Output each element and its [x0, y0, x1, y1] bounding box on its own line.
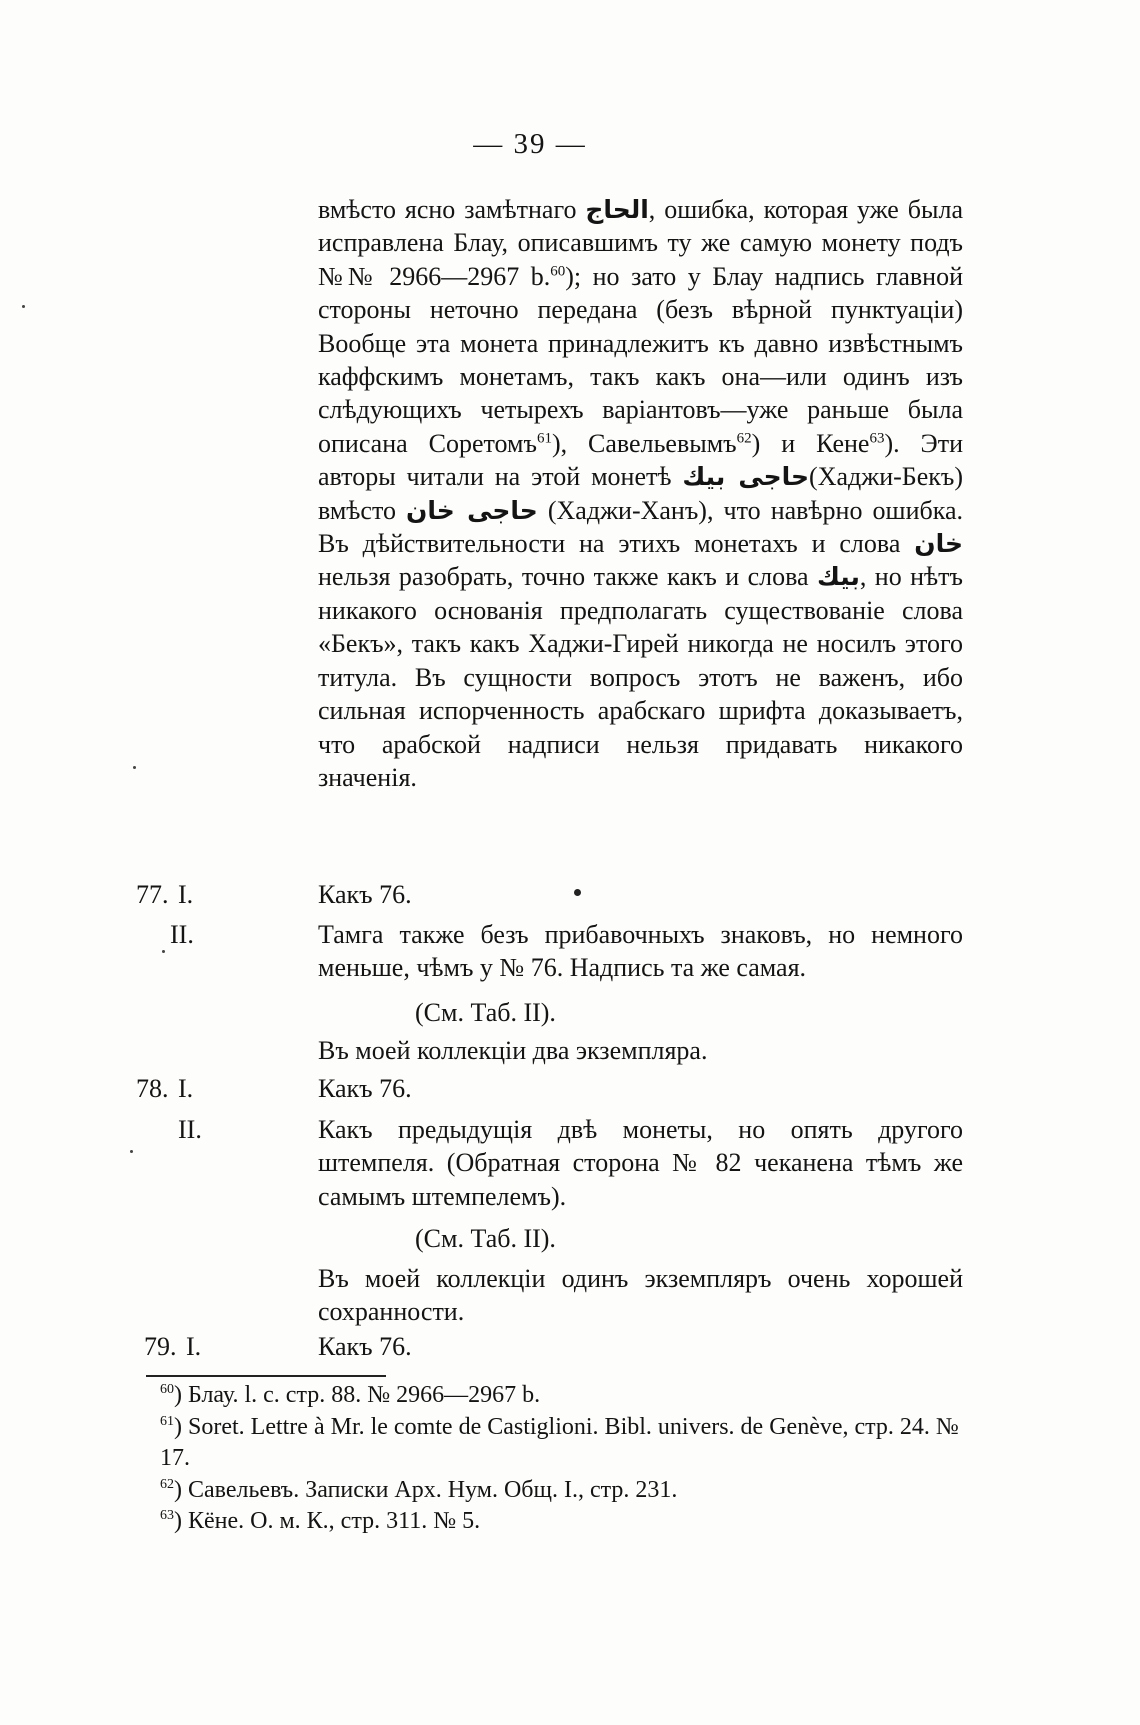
footnote-60	[146, 1380, 966, 1412]
footnote-ref: 62	[736, 430, 752, 447]
arabic-word: الحاج	[585, 195, 649, 224]
obverse-label: I.	[178, 1074, 194, 1103]
arabic-word: حاجی بیك	[682, 462, 810, 492]
footnote-63	[146, 1506, 966, 1538]
obverse-label: I.	[178, 880, 194, 909]
text-run: ) и Кене	[751, 428, 870, 458]
page-number: — 39 —	[473, 128, 587, 160]
text-run: (Хаджи-Бекъ) вмѣсто	[318, 462, 963, 525]
text-run: ); но зато у Блау надпись главной стороны неточно передана (безъ вѣрной пунктуаціи) Вообще эта монета принадлежитъ къ давно извѣстнымъ каффскимъ монетамъ, такъ какъ она—или одинъ изъ слѣдующихъ четырехъ варіантовъ—уже раньше была описана Соретомъ	[318, 261, 963, 458]
text-run: , ошибка, которая уже была исправлена Блау, описавшимъ ту же самую монету подъ №№ 2966—2967 b.	[318, 195, 963, 291]
footnotes	[146, 1380, 966, 1538]
footnote-mark: 60	[160, 1382, 174, 1397]
main-paragraph	[318, 193, 963, 794]
footnote-mark: 62	[160, 1476, 174, 1492]
text-run: (Хаджи-Ханъ), что навѣрно ошибка. Въ дѣйствительности на этихъ монетахъ и слова	[318, 495, 963, 559]
arabic-word: خان	[914, 529, 963, 559]
arabic-word: بيك	[817, 562, 860, 592]
reverse-label: II.	[170, 920, 194, 949]
paragraph-text	[318, 193, 963, 794]
entry-79-obverse-text: Какъ 76.	[318, 1332, 412, 1361]
text-run: ), Савельевымъ	[551, 428, 737, 458]
entry-78-table-ref: (См. Таб. II).	[415, 1224, 556, 1253]
text-run: ). Эти авторы читали на этой монетѣ	[318, 428, 963, 492]
print-speck	[133, 766, 136, 769]
footnote-mark: 63	[160, 1508, 174, 1523]
print-speck	[574, 889, 581, 896]
entry-77-table-ref: (См. Таб. II).	[415, 998, 556, 1027]
footnote-ref: 60	[550, 263, 566, 280]
obverse-label: I.	[186, 1332, 202, 1361]
reverse-label: II.	[178, 1115, 202, 1144]
text-run: вмѣсто ясно замѣтнаго	[318, 195, 586, 224]
footnote-divider	[146, 1375, 386, 1377]
footnote-62	[146, 1475, 966, 1507]
footnote-text: ) Савельевъ. Записки Арх. Нум. Общ. I., стр. 231.	[174, 1476, 678, 1503]
entry-77-obverse-text: Какъ 76.	[318, 880, 412, 909]
footnote-text: ) Блау. l. c. стр. 88. № 2966—2967 b.	[174, 1382, 541, 1408]
footnote-text: ) Soret. Lettre à Mr. le comte de Castiglioni. Bibl. univers. de Genève, стр. 24. № 17.	[160, 1413, 959, 1471]
entry-78-collection-note: Въ моей коллекціи одинъ экземпляръ очень хорошей сохранности.	[318, 1264, 963, 1327]
print-speck	[162, 950, 165, 953]
entry-77-reverse-text: Тамга также безъ прибавочныхъ знаковъ, но немного меньше, чѣмъ у № 76. Надпись та же самая.	[318, 920, 963, 983]
entry-number: 79.	[144, 1332, 177, 1361]
entry-78-obverse-text: Какъ 76.	[318, 1074, 412, 1103]
arabic-word: حاجی خان	[406, 495, 538, 525]
entry-number: 77.	[136, 880, 169, 909]
print-speck	[22, 305, 25, 308]
footnote-mark: 61	[160, 1413, 174, 1429]
footnote-61	[146, 1412, 966, 1475]
text-run: нельзя разобрать, точно также какъ и слова	[318, 562, 818, 592]
footnote-ref: 63	[869, 430, 885, 447]
text-run: , но нѣтъ никакого основанія предполагать существованіе слова «Бекъ», такъ какъ Хаджи-Гирей никогда не носилъ этого титула. Въ сущности вопросъ этотъ не важенъ, ибо сильная испорченность арабскаго шрифта доказываетъ, что арабской надписи нельзя придавать никакого значенія.	[318, 562, 963, 792]
footnote-ref: 61	[536, 430, 552, 447]
entry-77-collection-note: Въ моей коллекціи два экземпляра.	[318, 1036, 708, 1065]
print-speck	[130, 1150, 133, 1153]
entry-78-reverse-text: Какъ предыдущія двѣ монеты, но опять другого штемпеля. (Обратная сторона № 82 чеканена тѣмъ же самымъ штемпелемъ).	[318, 1115, 963, 1211]
entry-number: 78.	[136, 1074, 169, 1103]
footnote-text: ) Кёне. О. м. К., стр. 311. № 5.	[174, 1508, 481, 1534]
